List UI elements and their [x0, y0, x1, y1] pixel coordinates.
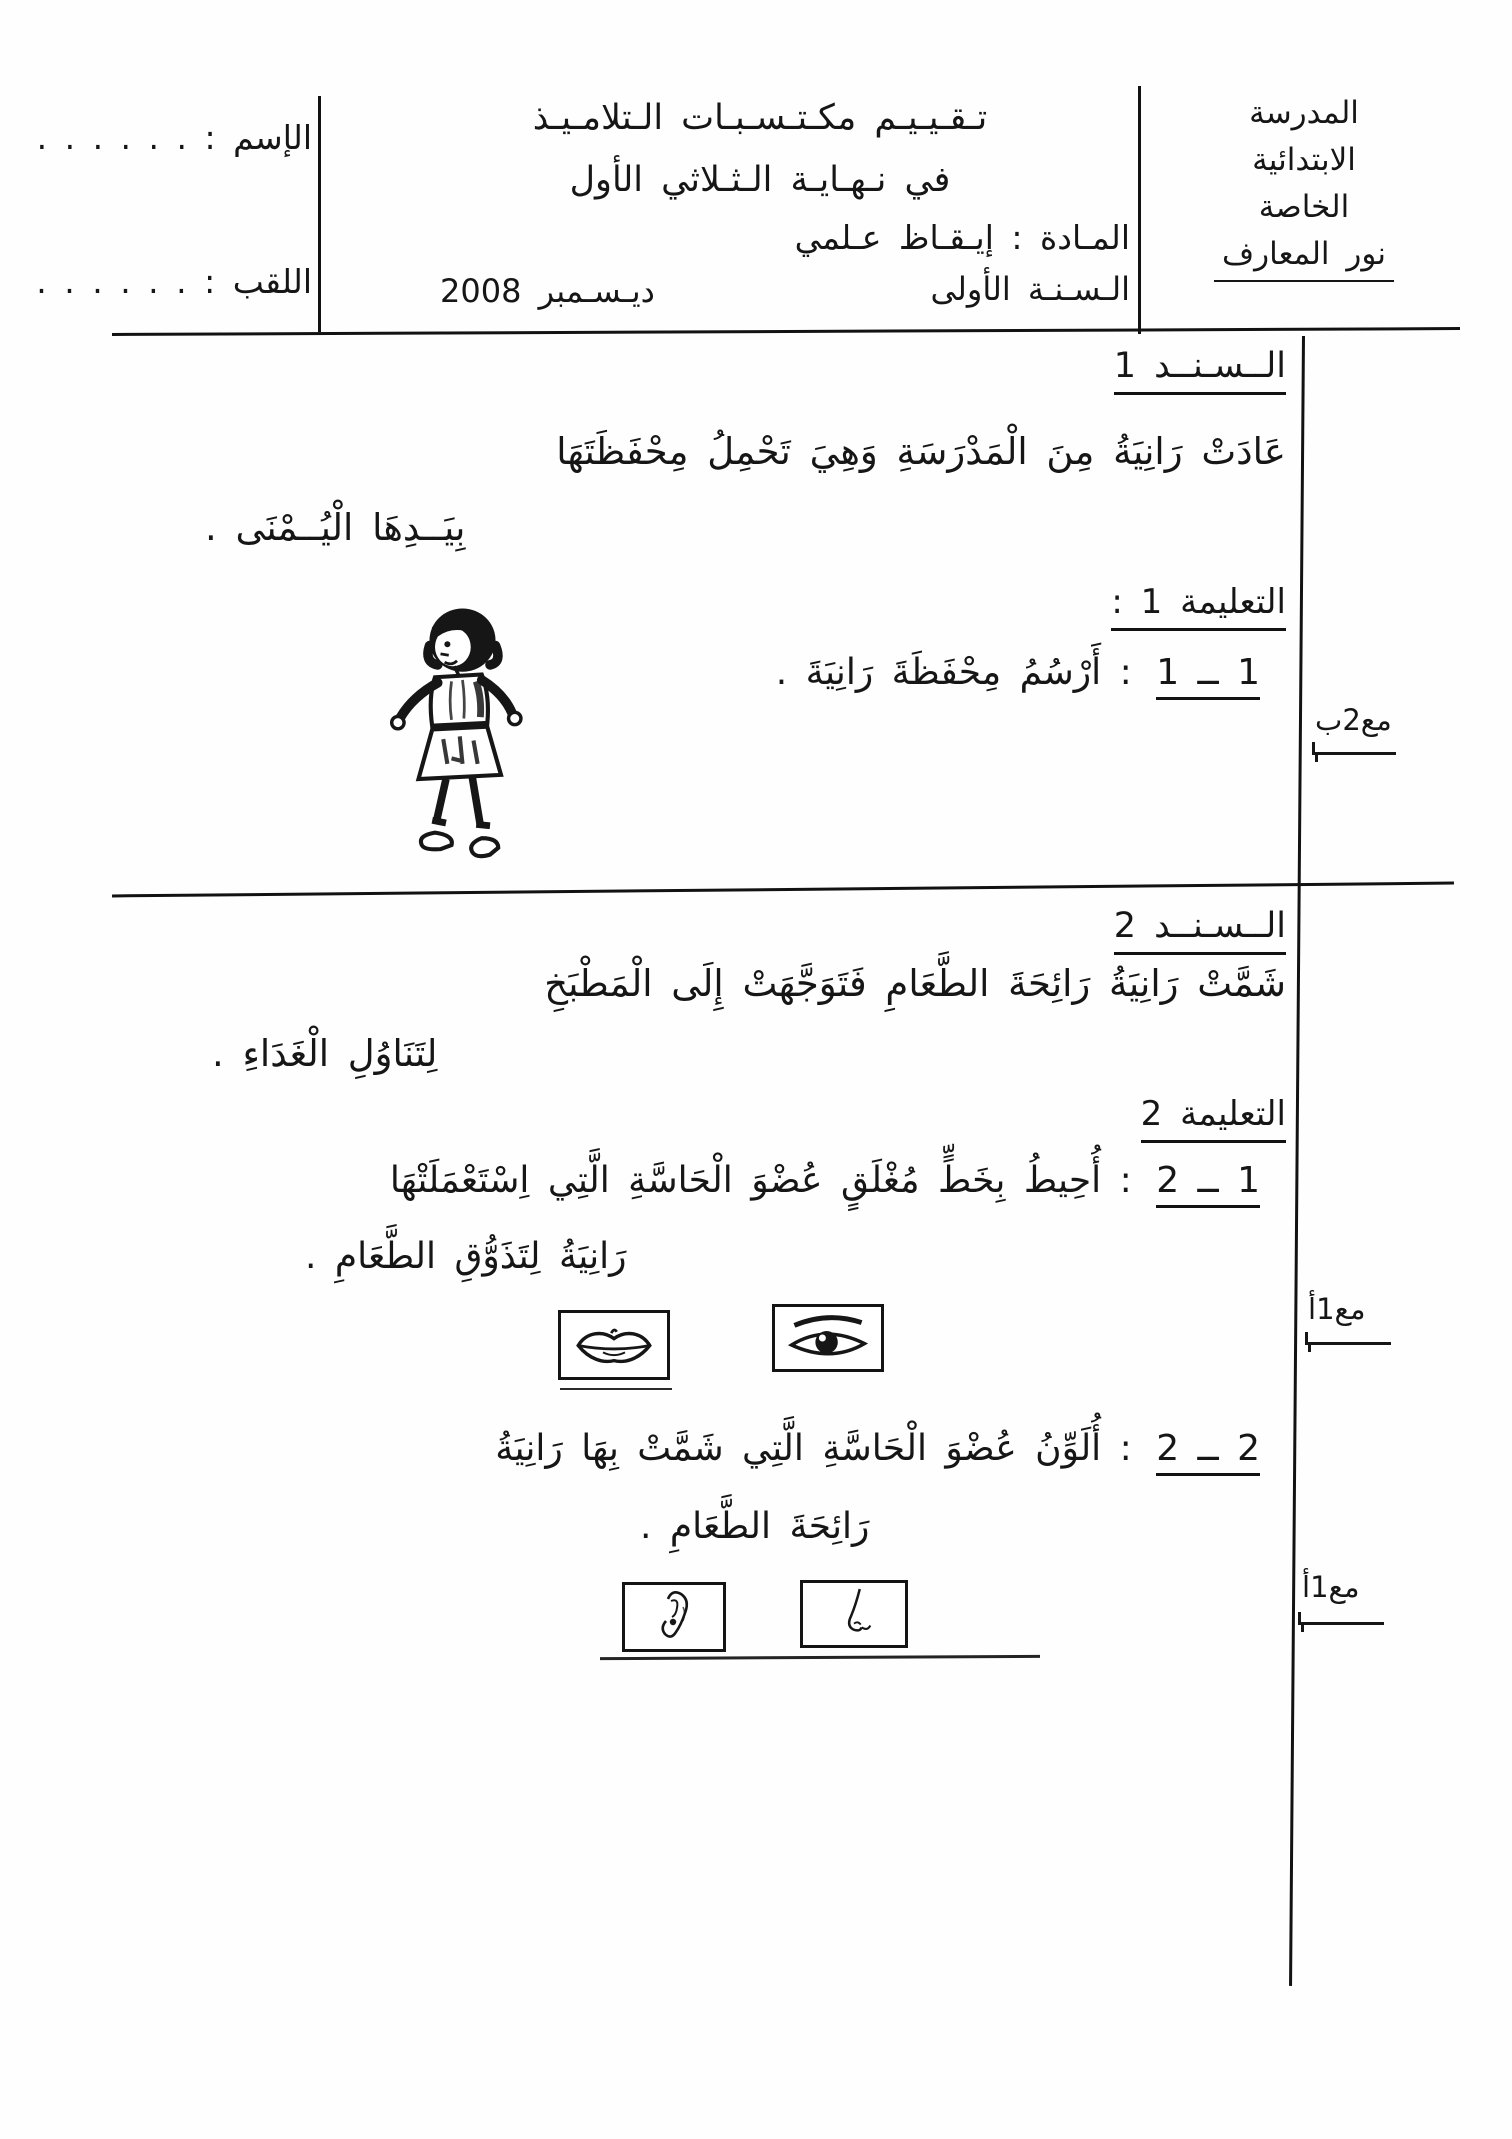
header-bottom-border [112, 327, 1460, 336]
support2-heading [1114, 906, 1286, 955]
criterion-mark-3: مع1أ [1302, 1570, 1360, 1604]
eye-icon [783, 1310, 873, 1366]
nose-option-box[interactable] [800, 1580, 908, 1648]
mouth-option-box[interactable] [558, 1310, 670, 1380]
eye-option-box[interactable] [772, 1304, 884, 1372]
question-1-1-number: 1 ــ 1 [1156, 652, 1260, 700]
support1-text-line1: عَادَتْ رَانِيَةُ مِنَ الْمَدْرَسَةِ وَهِيَ تَحْمِلُ مِحْفَظَتَهَا [556, 430, 1286, 473]
support2-text-line1: شَمَّتْ رَانِيَةُ رَائِحَةَ الطَّعَامِ فَتَوَجَّهَتْ إِلَى الْمَطْبَخِ [544, 962, 1286, 1005]
school-name-line: الخاصة [1258, 189, 1350, 225]
schoolgirl-icon [380, 596, 545, 874]
question-1-2-number: 1 ــ 2 [1156, 1160, 1260, 1208]
instruction2-heading [1141, 1094, 1286, 1143]
grade-line: الـسـنـة الأولى [930, 270, 1130, 308]
criterion-mark-2: مع1أ [1308, 1292, 1366, 1326]
question-2-2-text: : أُلَوِّنُ عُضْوَ الْحَاسَّةِ الَّتِي شَمَّتْ بِهَا رَانِيَةُ [495, 1428, 1132, 1469]
criterion-bracket-2 [1305, 1332, 1391, 1345]
school-name-line: الابتدائية [1252, 142, 1356, 178]
first-name-field: الإسم : . . . . . . [36, 118, 312, 157]
school-name-block [1148, 90, 1460, 282]
support2-text-line2: لِتَنَاوُلِ الْغَدَاءِ . [212, 1032, 438, 1075]
question-1-1-text: : أَرْسُمُ مِحْفَظَةَ رَانِيَةَ . [775, 652, 1132, 693]
exam-title-line2: في نـهـايـة الـثـلاثي الأول [569, 160, 951, 200]
section-divider [112, 882, 1454, 898]
date-line: ديـسـمبر 2008 [440, 272, 655, 310]
question-2-2 [495, 1428, 1260, 1476]
criterion-bracket-3 [1298, 1612, 1384, 1625]
support2-heading-text: الــسـنــد 2 [1114, 906, 1286, 955]
ear-icon [652, 1587, 696, 1647]
criterion-bracket-1 [1312, 742, 1396, 755]
margin-rule [1289, 336, 1305, 1986]
support1-text-line2: بِيَــدِهَا الْيُــمْنَى . [205, 506, 466, 549]
girl-illustration [380, 596, 545, 874]
exam-title-line1: تـقـيـيـم مكـتـسـبـات الـتلامـيـذ [532, 98, 988, 138]
school-name-line: المدرسة [1249, 95, 1359, 131]
nose-icon [831, 1585, 877, 1643]
question-1-1 [776, 652, 1260, 700]
question-2-2-number: 2 ــ 2 [1156, 1428, 1260, 1476]
support1-heading-text: الــسـنــد 1 [1114, 346, 1286, 395]
instruction2-heading-text: التعليمة 2 [1141, 1094, 1286, 1143]
question-1-2-text: : أُحِيطُ بِخَطٍّ مُغْلَقٍ عُضْوَ الْحَاسَّةِ الَّتِي اِسْتَعْمَلَتْهَا [389, 1160, 1132, 1201]
ear-option-box[interactable] [622, 1582, 726, 1652]
subject-line: المـادة : إيـقـاظ عـلمي [794, 218, 1130, 257]
header-divider-left [318, 96, 321, 332]
question-1-2 [390, 1160, 1260, 1208]
criterion-mark-1: مع2ب [1315, 703, 1392, 737]
instruction1-heading [1111, 582, 1286, 631]
boxes-shadow-line [600, 1655, 1040, 1660]
last-name-field: اللقب : . . . . . . [36, 262, 312, 301]
question-1-2-text-line2: رَانِيَةُ لِتَذَوُّقِ الطَّعَامِ . [305, 1236, 627, 1277]
support1-heading [1114, 346, 1286, 395]
instruction1-heading-text: التعليمة 1 : [1111, 582, 1286, 631]
school-name-line: نور المعارف [1214, 231, 1394, 282]
header-divider-right [1138, 86, 1141, 334]
question-2-2-text-line2: رَائِحَةَ الطَّعَامِ . [640, 1506, 870, 1547]
mouth-box-shadow-line [560, 1388, 672, 1390]
mouth-icon [570, 1318, 658, 1373]
